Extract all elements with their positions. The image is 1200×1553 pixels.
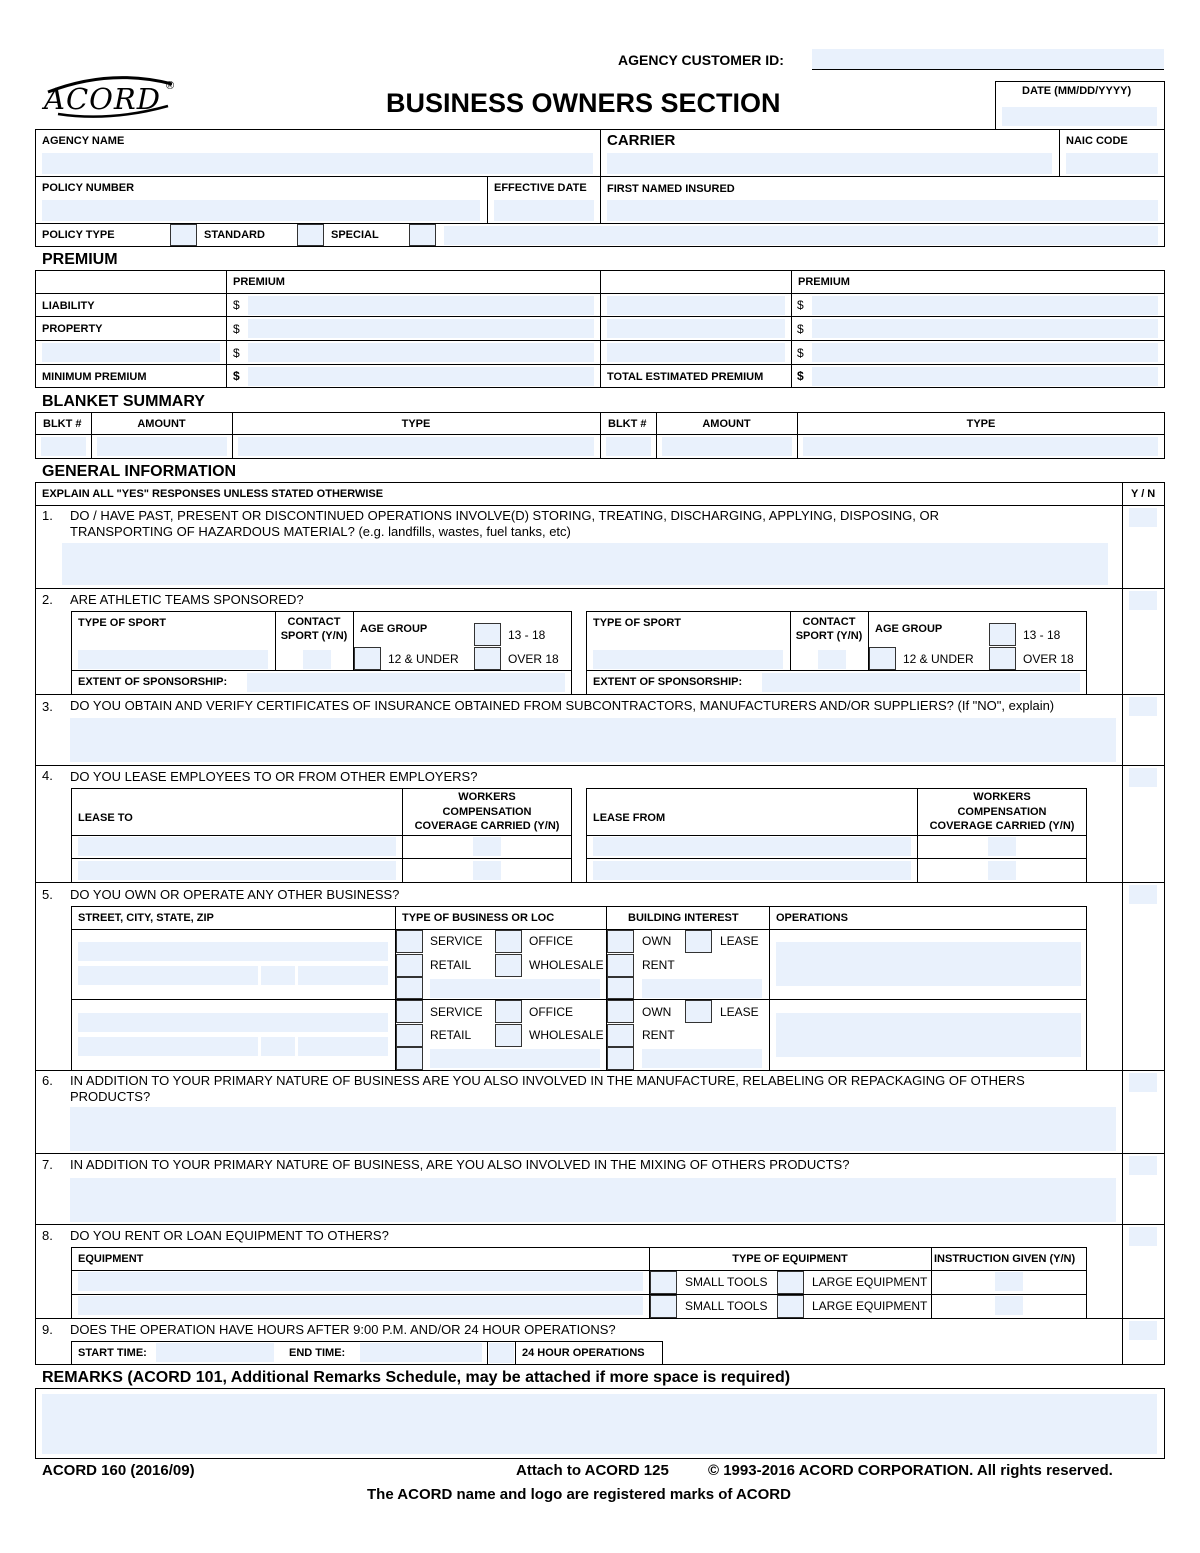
- q3-yn-field[interactable]: [1129, 697, 1157, 716]
- first-named-insured-field[interactable]: [607, 200, 1158, 221]
- business-1-other-type-checkbox[interactable]: [396, 977, 423, 999]
- age-over-18-label-left: OVER 18: [508, 652, 559, 666]
- q2-text: ARE ATHLETIC TEAMS SPONSORED?: [70, 592, 304, 607]
- business-1-rent-label: RENT: [642, 958, 675, 972]
- equipment-1-large-equipment-checkbox[interactable]: [777, 1271, 804, 1294]
- first-named-insured-label: FIRST NAMED INSURED: [607, 183, 735, 195]
- agency-name-label: AGENCY NAME: [42, 135, 125, 147]
- type-of-equipment-label: TYPE OF EQUIPMENT: [732, 1253, 848, 1265]
- blkt-number-left-field[interactable]: [41, 437, 86, 456]
- blkt-number-right-field[interactable]: [606, 437, 651, 456]
- lease-to-label: LEASE TO: [78, 812, 133, 824]
- business-2-state-field[interactable]: [261, 1037, 295, 1056]
- copyright-notice: © 1993-2016 ACORD CORPORATION. All rights reserved.: [708, 1462, 1113, 1479]
- equipment-1-large-equipment-label: LARGE EQUIPMENT: [812, 1275, 928, 1289]
- naic-code-label: NAIC CODE: [1066, 135, 1128, 147]
- lease-from-wc-field-1[interactable]: [988, 837, 1016, 856]
- equipment-2-small-tools-label: SMALL TOOLS: [685, 1299, 768, 1313]
- policy-number-field[interactable]: [42, 200, 480, 221]
- special-checkbox[interactable]: [297, 224, 324, 246]
- q4-text: DO YOU LEASE EMPLOYEES TO OR FROM OTHER EMPLOYERS?: [70, 769, 478, 784]
- policy-number-label: POLICY NUMBER: [42, 182, 135, 194]
- business-2-rent-checkbox[interactable]: [607, 1024, 634, 1047]
- business-1-retail-checkbox[interactable]: [396, 954, 423, 977]
- age-group-label-left: AGE GROUP: [360, 623, 428, 635]
- age-12-under-checkbox-left[interactable]: [354, 647, 381, 670]
- extent-of-sponsorship-label-right: EXTENT OF SPONSORSHIP:: [593, 676, 743, 688]
- q1-text-line1: DO / HAVE PAST, PRESENT OR DISCONTINUED OPERATIONS INVOLVE(D) STORING, TREATING, DISCHARGING, APPLYING, DISPOSING, OR: [70, 508, 939, 523]
- q7-explanation-field[interactable]: [70, 1178, 1116, 1222]
- business-1-office-checkbox[interactable]: [495, 930, 522, 953]
- blanket-summary-title: BLANKET SUMMARY: [42, 393, 205, 410]
- q9-yn-field[interactable]: [1129, 1321, 1157, 1340]
- liability-dollar: $: [233, 298, 240, 312]
- equipment-2-small-tools-checkbox[interactable]: [650, 1295, 677, 1318]
- wc-label-line2-left: COMPENSATION: [442, 806, 532, 818]
- q4-yn-field[interactable]: [1129, 768, 1157, 787]
- age-13-18-checkbox-right[interactable]: [989, 623, 1016, 646]
- equipment-1-instruction-field[interactable]: [995, 1272, 1023, 1291]
- equipment-2-large-equipment-label: LARGE EQUIPMENT: [812, 1299, 928, 1313]
- standard-checkbox[interactable]: [170, 224, 197, 246]
- lease-from-field-1[interactable]: [593, 837, 911, 856]
- type-of-business-label: TYPE OF BUSINESS OR LOC: [402, 912, 555, 924]
- equipment-1-small-tools-checkbox[interactable]: [650, 1271, 677, 1294]
- business-1-rent-checkbox[interactable]: [607, 954, 634, 977]
- business-2-street-field[interactable]: [78, 1013, 388, 1032]
- business-1-lease-label: LEASE: [720, 934, 759, 948]
- blkt-type-left-field[interactable]: [238, 437, 594, 456]
- q5-text: DO YOU OWN OR OPERATE ANY OTHER BUSINESS?: [70, 887, 400, 902]
- coverage-right-3-field[interactable]: [607, 343, 785, 362]
- business-1-city-field[interactable]: [78, 966, 258, 985]
- business-1-other-interest-checkbox[interactable]: [607, 977, 634, 999]
- coverage-right-2-field[interactable]: [607, 319, 785, 338]
- lease-to-field-2[interactable]: [78, 861, 396, 880]
- q7-number: 7.: [42, 1157, 53, 1172]
- business-1-operations-field[interactable]: [776, 942, 1081, 986]
- business-2-retail-checkbox[interactable]: [396, 1024, 423, 1047]
- age-12-under-label-right: 12 & UNDER: [903, 652, 974, 666]
- coverage-right-3-dollar: $: [797, 346, 804, 360]
- business-2-operations-field[interactable]: [776, 1013, 1081, 1057]
- q1-yn-field[interactable]: [1129, 508, 1157, 527]
- business-1-other-interest-field[interactable]: [642, 979, 762, 998]
- acord-logo: [40, 70, 190, 120]
- minimum-premium-field[interactable]: [248, 367, 594, 386]
- coverage-right-2-dollar: $: [797, 322, 804, 336]
- business-2-lease-label: LEASE: [720, 1005, 759, 1019]
- age-13-18-checkbox-left[interactable]: [474, 623, 501, 646]
- street-city-state-zip-label: STREET, CITY, STATE, ZIP: [78, 912, 214, 924]
- type-of-sport-label-left: TYPE OF SPORT: [78, 617, 167, 629]
- type-of-sport-field-right[interactable]: [593, 650, 783, 669]
- date-field[interactable]: [1002, 107, 1157, 126]
- total-estimated-premium-dollar: $: [797, 369, 804, 383]
- total-estimated-premium-label: TOTAL ESTIMATED PREMIUM: [607, 371, 764, 383]
- q2-yn-field[interactable]: [1129, 591, 1157, 610]
- coverage-right-3-premium-field[interactable]: [812, 343, 1158, 362]
- q7-yn-field[interactable]: [1129, 1156, 1157, 1175]
- remarks-field[interactable]: [42, 1394, 1157, 1454]
- business-2-other-type-checkbox[interactable]: [396, 1047, 423, 1070]
- start-time-label: START TIME:: [78, 1347, 147, 1359]
- q6-text-line1: IN ADDITION TO YOUR PRIMARY NATURE OF BUSINESS ARE YOU ALSO INVOLVED IN THE MANUFACTURE, RELABELING OR REPACKAGING OF OTHERS: [70, 1073, 1025, 1088]
- contact-sport-label-left: SPORT (Y/N): [280, 630, 348, 642]
- business-2-wholesale-checkbox[interactable]: [495, 1024, 522, 1047]
- explain-yes-label: EXPLAIN ALL "YES" RESPONSES UNLESS STATED OTHERWISE: [42, 488, 384, 500]
- business-1-retail-label: RETAIL: [430, 958, 472, 972]
- agency-customer-id-field[interactable]: [812, 49, 1164, 69]
- q8-text: DO YOU RENT OR LOAN EQUIPMENT TO OTHERS?: [70, 1228, 389, 1243]
- business-2-own-checkbox[interactable]: [607, 1000, 634, 1023]
- business-2-office-label: OFFICE: [529, 1005, 573, 1019]
- total-estimated-premium-field[interactable]: [812, 367, 1158, 386]
- coverage-left-3-premium-field[interactable]: [248, 343, 594, 362]
- age-13-18-label-left: 13 - 18: [508, 628, 546, 642]
- premium-col-header-right: PREMIUM: [798, 276, 850, 288]
- business-1-street-field[interactable]: [78, 942, 388, 961]
- q8-number: 8.: [42, 1228, 53, 1243]
- amount-header-left: AMOUNT: [137, 418, 186, 430]
- effective-date-field[interactable]: [494, 200, 594, 221]
- business-1-own-label: OWN: [642, 934, 672, 948]
- naic-code-field[interactable]: [1066, 153, 1158, 174]
- q4-number: 4.: [42, 768, 53, 783]
- business-1-lease-checkbox[interactable]: [685, 930, 712, 953]
- extent-of-sponsorship-field-left[interactable]: [247, 673, 565, 692]
- blkt-header-left: BLKT #: [43, 418, 82, 430]
- business-1-service-checkbox[interactable]: [396, 930, 423, 953]
- minimum-premium-dollar: $: [233, 369, 240, 383]
- lease-from-label: LEASE FROM: [593, 812, 666, 824]
- coverage-right-1-premium-field[interactable]: [812, 296, 1158, 315]
- business-2-other-interest-field[interactable]: [642, 1049, 762, 1068]
- type-of-sport-field-left[interactable]: [78, 650, 268, 669]
- date-label: DATE (MM/DD/YYYY): [1022, 85, 1132, 97]
- business-1-own-checkbox[interactable]: [607, 930, 634, 953]
- form-id: ACORD 160 (2016/09): [42, 1462, 195, 1479]
- business-2-lease-checkbox[interactable]: [685, 1000, 712, 1023]
- age-13-18-label-right: 13 - 18: [1023, 628, 1061, 642]
- lease-from-field-2[interactable]: [593, 861, 911, 880]
- coverage-right-1-field[interactable]: [607, 296, 785, 315]
- blkt-amount-right-field[interactable]: [662, 437, 792, 456]
- type-of-sport-label-right: TYPE OF SPORT: [593, 617, 682, 629]
- business-2-rent-label: RENT: [642, 1028, 675, 1042]
- liability-premium-field[interactable]: [248, 296, 594, 315]
- q9-text: DOES THE OPERATION HAVE HOURS AFTER 9:00 P.M. AND/OR 24 HOUR OPERATIONS?: [70, 1322, 616, 1337]
- business-2-service-checkbox[interactable]: [396, 1000, 423, 1023]
- age-over-18-checkbox-right[interactable]: [989, 647, 1016, 670]
- attach-to-acord-125: Attach to ACORD 125: [516, 1462, 669, 1479]
- business-2-service-label: SERVICE: [430, 1005, 483, 1019]
- business-2-other-interest-checkbox[interactable]: [607, 1047, 634, 1070]
- business-1-state-field[interactable]: [261, 966, 295, 985]
- coverage-right-1-dollar: $: [797, 298, 804, 312]
- other-policy-type-checkbox[interactable]: [409, 224, 436, 246]
- q5-yn-field[interactable]: [1129, 885, 1157, 904]
- q2-number: 2.: [42, 592, 53, 607]
- carrier-label: CARRIER: [607, 132, 676, 149]
- general-information-title: GENERAL INFORMATION: [42, 463, 237, 480]
- q1-number: 1.: [42, 508, 53, 523]
- age-over-18-label-right: OVER 18: [1023, 652, 1074, 666]
- contact-sport-label-right: SPORT (Y/N): [795, 630, 863, 642]
- special-label: SPECIAL: [331, 229, 379, 241]
- business-1-office-label: OFFICE: [529, 934, 573, 948]
- 24-hour-operations-checkbox[interactable]: [489, 1343, 514, 1363]
- coverage-left-3-dollar: $: [233, 346, 240, 360]
- 24-hour-operations-label: 24 HOUR OPERATIONS: [522, 1347, 645, 1359]
- effective-date-label: EFFECTIVE DATE: [494, 182, 587, 194]
- equipment-label: EQUIPMENT: [78, 1253, 144, 1265]
- equipment-field-1[interactable]: [78, 1272, 643, 1291]
- business-1-other-type-field[interactable]: [430, 979, 600, 998]
- start-time-field[interactable]: [156, 1343, 274, 1362]
- coverage-right-2-premium-field[interactable]: [812, 319, 1158, 338]
- business-1-zip-field[interactable]: [298, 966, 388, 985]
- wc-label-line2-right: COMPENSATION: [957, 806, 1047, 818]
- q3-explanation-field[interactable]: [70, 718, 1116, 762]
- q3-text: DO YOU OBTAIN AND VERIFY CERTIFICATES OF INSURANCE OBTAINED FROM SUBCONTRACTORS, MANUFACTURERS AND/OR SUPPLIERS? (If "NO", explain): [70, 698, 1055, 713]
- blkt-amount-left-field[interactable]: [97, 437, 227, 456]
- blkt-type-right-field[interactable]: [803, 437, 1158, 456]
- business-2-wholesale-label: WHOLESALE: [529, 1028, 604, 1042]
- building-interest-label: BUILDING INTEREST: [628, 912, 739, 924]
- contact-sport-field-right[interactable]: [818, 650, 846, 669]
- extent-of-sponsorship-field-right[interactable]: [762, 673, 1080, 692]
- q9-number: 9.: [42, 1322, 53, 1337]
- business-2-own-label: OWN: [642, 1005, 672, 1019]
- agency-customer-id-label: AGENCY CUSTOMER ID:: [618, 52, 784, 68]
- blkt-header-right: BLKT #: [608, 418, 647, 430]
- wc-label-line3-right: COVERAGE CARRIED (Y/N): [929, 820, 1075, 832]
- business-1-wholesale-label: WHOLESALE: [529, 958, 604, 972]
- property-dollar: $: [233, 322, 240, 336]
- business-1-service-label: SERVICE: [430, 934, 483, 948]
- logo-text: ACORD: [44, 82, 161, 116]
- lease-to-field-1[interactable]: [78, 837, 396, 856]
- standard-label: STANDARD: [204, 229, 265, 241]
- logo-registered-mark: ®: [166, 80, 175, 92]
- lease-to-wc-field-1[interactable]: [473, 837, 501, 856]
- remarks-title: REMARKS (ACORD 101, Additional Remarks Schedule, may be attached if more space is required): [42, 1369, 791, 1386]
- liability-label: LIABILITY: [42, 300, 95, 312]
- equipment-field-2[interactable]: [78, 1296, 643, 1315]
- yn-header: Y / N: [1131, 488, 1156, 500]
- q5-number: 5.: [42, 887, 53, 902]
- agency-name-field[interactable]: [42, 153, 593, 174]
- end-time-label: END TIME:: [289, 1347, 346, 1359]
- q6-yn-field[interactable]: [1129, 1073, 1157, 1092]
- operations-label: OPERATIONS: [776, 912, 848, 924]
- age-12-under-checkbox-right[interactable]: [869, 647, 896, 670]
- agency-customer-id-underline: [812, 69, 1164, 70]
- property-premium-field[interactable]: [248, 319, 594, 338]
- wc-label-line1-left: WORKERS: [458, 791, 516, 803]
- property-label: PROPERTY: [42, 323, 103, 335]
- instruction-given-label: INSTRUCTION GIVEN (Y/N): [934, 1253, 1076, 1265]
- business-1-wholesale-checkbox[interactable]: [495, 954, 522, 977]
- amount-header-right: AMOUNT: [702, 418, 751, 430]
- q1-explanation-field[interactable]: [62, 543, 1108, 585]
- wc-label-line3-left: COVERAGE CARRIED (Y/N): [414, 820, 560, 832]
- q8-yn-field[interactable]: [1129, 1227, 1157, 1246]
- policy-type-label: POLICY TYPE: [42, 229, 115, 241]
- q7-text: IN ADDITION TO YOUR PRIMARY NATURE OF BUSINESS, ARE YOU ALSO INVOLVED IN THE MIXING OF OTHERS PRODUCTS?: [70, 1157, 850, 1172]
- age-12-under-label-left: 12 & UNDER: [388, 652, 459, 666]
- q6-text-line2: PRODUCTS?: [70, 1089, 151, 1104]
- q6-number: 6.: [42, 1073, 53, 1088]
- q1-text-line2: TRANSPORTING OF HAZARDOUS MATERIAL? (e.g. landfills, wastes, fuel tanks, etc): [70, 524, 571, 539]
- contact-label-left: CONTACT: [287, 616, 341, 628]
- contact-sport-field-left[interactable]: [303, 650, 331, 669]
- contact-label-right: CONTACT: [802, 616, 856, 628]
- coverage-left-3-field[interactable]: [42, 343, 220, 362]
- q3-number: 3.: [42, 699, 53, 714]
- age-over-18-checkbox-left[interactable]: [474, 647, 501, 670]
- premium-col-header-left: PREMIUM: [233, 276, 285, 288]
- other-policy-type-field[interactable]: [444, 226, 1158, 245]
- equipment-1-small-tools-label: SMALL TOOLS: [685, 1275, 768, 1289]
- business-2-city-field[interactable]: [78, 1037, 258, 1056]
- end-time-field[interactable]: [360, 1343, 482, 1362]
- form-title: BUSINESS OWNERS SECTION: [386, 88, 781, 118]
- business-2-other-type-field[interactable]: [430, 1049, 600, 1068]
- type-header-left: TYPE: [401, 418, 431, 430]
- equipment-2-instruction-field[interactable]: [995, 1296, 1023, 1315]
- q6-explanation-field[interactable]: [70, 1107, 1116, 1151]
- business-2-office-checkbox[interactable]: [495, 1000, 522, 1023]
- business-2-retail-label: RETAIL: [430, 1028, 472, 1042]
- age-group-label-right: AGE GROUP: [875, 623, 943, 635]
- trademark-notice: The ACORD name and logo are registered marks of ACORD: [367, 1486, 791, 1503]
- extent-of-sponsorship-label-left: EXTENT OF SPONSORSHIP:: [78, 676, 228, 688]
- lease-to-wc-field-2[interactable]: [473, 861, 501, 880]
- lease-from-wc-field-2[interactable]: [988, 861, 1016, 880]
- premium-section-title: PREMIUM: [42, 251, 118, 268]
- business-2-zip-field[interactable]: [298, 1037, 388, 1056]
- type-header-right: TYPE: [966, 418, 996, 430]
- carrier-field[interactable]: [607, 153, 1052, 174]
- wc-label-line1-right: WORKERS: [973, 791, 1031, 803]
- minimum-premium-label: MINIMUM PREMIUM: [42, 371, 147, 383]
- equipment-2-large-equipment-checkbox[interactable]: [777, 1295, 804, 1318]
